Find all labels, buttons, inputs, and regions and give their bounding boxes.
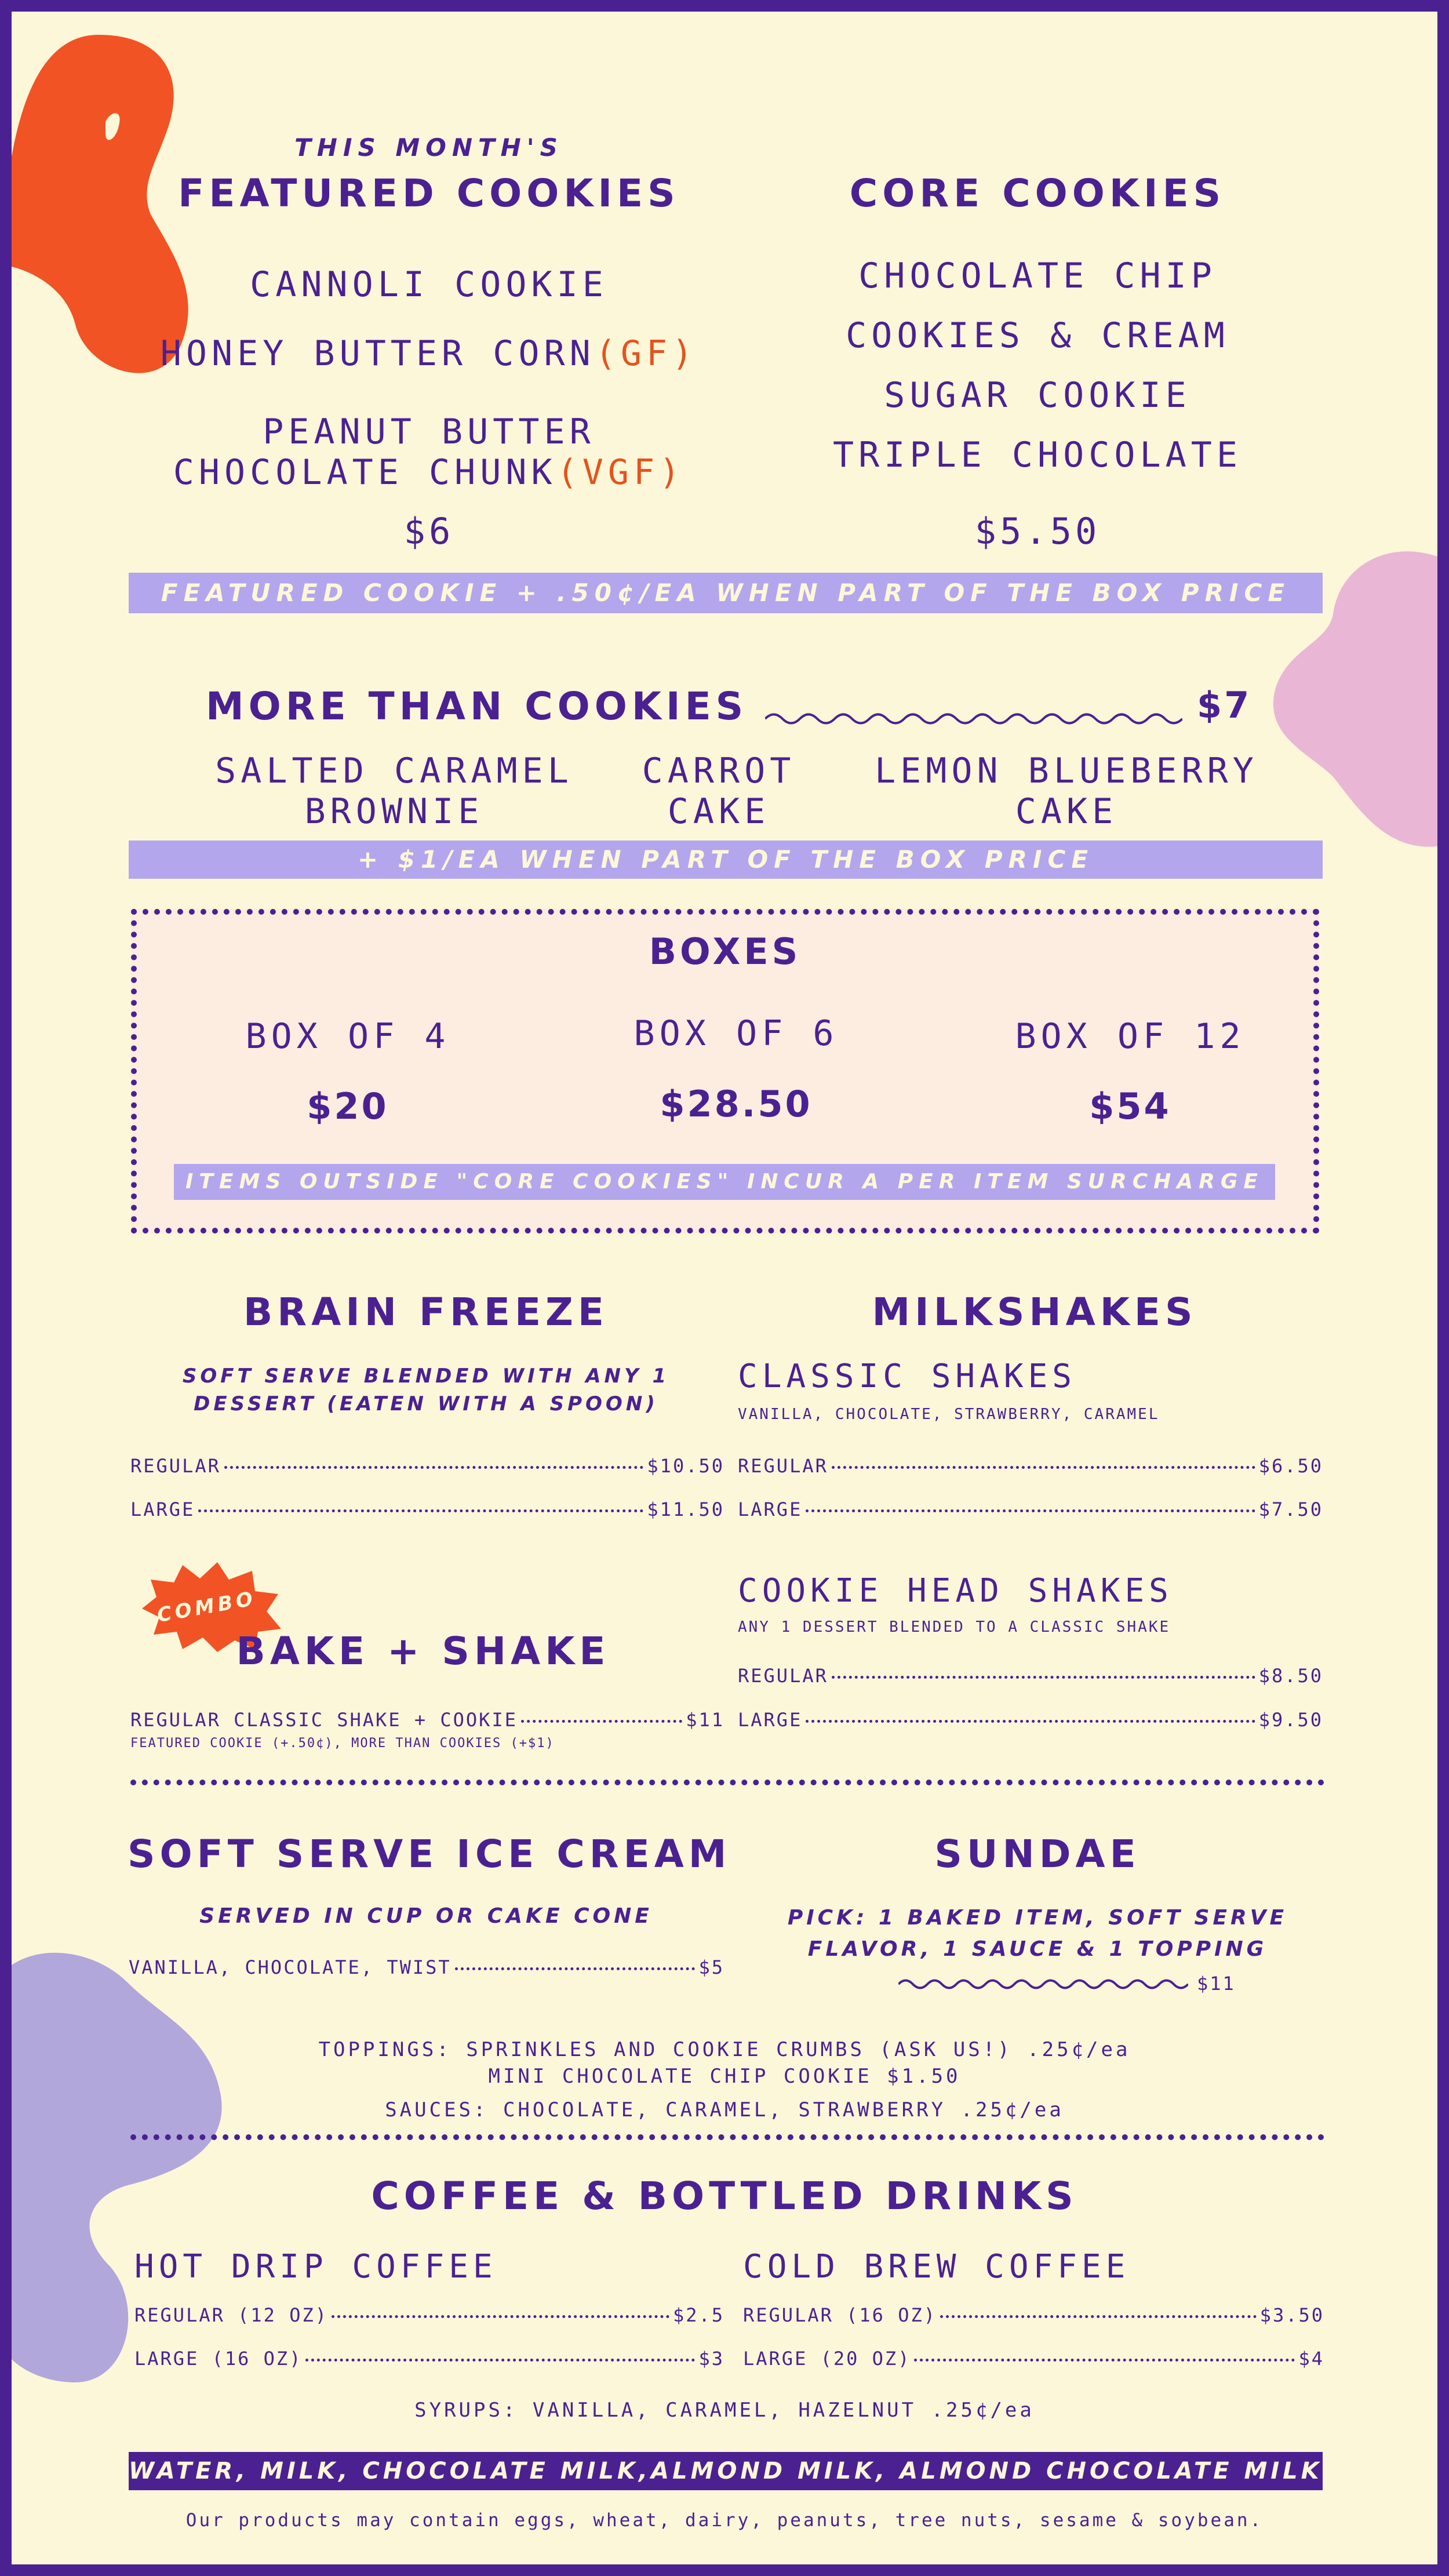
sauces-line: SAUCES: CHOCOLATE, CARAMEL, STRAWBERRY .25¢/ea (385, 2098, 1064, 2122)
more-item-line1: CARROT (642, 751, 796, 791)
combo-surcharge-note: FEATURED COOKIE (+.50¢), MORE THAN COOKIES (+$1) (130, 1736, 555, 1751)
leader-dots (806, 1720, 1255, 1723)
section-divider (130, 2134, 1324, 2140)
size-price: $9.50 (1258, 1709, 1323, 1731)
leader-dots (305, 2359, 695, 2362)
core-item: SUGAR COOKIE (884, 375, 1191, 416)
coffee-title: COFFEE & BOTTLED DRINKS (371, 2174, 1078, 2218)
core-item: TRIPLE CHOCOLATE (833, 435, 1242, 475)
bake-shake-row (130, 1709, 724, 1731)
hot-drip-title: HOT DRIP COFFEE (134, 2248, 497, 2286)
bake-shake-title: BAKE + SHAKE (236, 1629, 610, 1673)
more-price: $7 (1197, 684, 1252, 726)
more-box-surcharge-banner: + $1/EA WHEN PART OF THE BOX PRICE (129, 841, 1323, 879)
soft-serve-flavors: VANILLA, CHOCOLATE, TWIST (129, 1956, 452, 1978)
more-item-line1: LEMON BLUEBERRY (875, 751, 1258, 791)
featured-item-name-line2: CHOCOLATE CHUNK (173, 452, 557, 493)
section-divider (130, 1780, 1324, 1785)
more-item-line2: CAKE (1015, 791, 1118, 832)
leader-dots (224, 1466, 644, 1469)
boxes-title: BOXES (649, 930, 802, 973)
size-label: REGULAR (738, 1455, 828, 1477)
featured-box-surcharge-banner: FEATURED COOKIE + .50¢/EA WHEN PART OF THE BOX PRICE (129, 573, 1323, 613)
classic-shakes-flavors: VANILLA, CHOCOLATE, STRAWBERRY, CARAMEL (738, 1406, 1160, 1423)
size-label: REGULAR (16 OZ) (743, 2304, 937, 2326)
brain-freeze-desc-line2: DESSERT (EATEN WITH A SPOON) (194, 1392, 658, 1416)
featured-item-peanut-butter (128, 412, 730, 493)
classic-regular-row (738, 1455, 1323, 1477)
size-label: LARGE (130, 1498, 195, 1520)
featured-item-name: CANNOLI COOKIE (250, 264, 608, 305)
featured-item-name: HONEY BUTTER CORN (160, 333, 595, 374)
more-item-line2: BROWNIE (304, 791, 484, 832)
brain-freeze-regular-row (130, 1455, 724, 1477)
classic-large-row (738, 1498, 1323, 1520)
leader-dots (940, 2315, 1257, 2318)
featured-item-name-line1: PEANUT BUTTER (263, 412, 595, 452)
mini-cookie-line: MINI CHOCOLATE CHIP COOKIE $1.50 (488, 2065, 961, 2088)
more-item-line2: CAKE (667, 791, 770, 832)
orange-blob-decoration (12, 23, 197, 383)
wavy-leader-decoration (765, 710, 1182, 727)
cookie-head-large-row (738, 1709, 1323, 1731)
lavender-blob-decoration (12, 1942, 232, 2394)
more-item-brownie (191, 751, 597, 832)
cookie-head-shakes-desc: ANY 1 DESSERT BLENDED TO A CLASSIC SHAKE (738, 1618, 1171, 1636)
core-item: CHOCOLATE CHIP (858, 256, 1217, 296)
leader-dots (914, 2359, 1295, 2362)
core-price: $5.50 (974, 510, 1101, 552)
size-label: REGULAR (130, 1455, 221, 1477)
size-label: LARGE (20 OZ) (743, 2348, 911, 2370)
more-item-carrot-cake (609, 751, 829, 832)
brain-freeze-desc (128, 1362, 724, 1418)
hot-large-row (134, 2348, 724, 2370)
sundae-title: SUNDAE (934, 1832, 1141, 1876)
more-title: MORE THAN COOKIES (206, 684, 748, 729)
leader-dots (332, 2315, 669, 2318)
sundae-desc-line2: FLAVOR, 1 SAUCE & 1 TOPPING (807, 1937, 1268, 1961)
box-of-6-label: BOX OF 6 (634, 1013, 839, 1054)
leader-dots (455, 1967, 696, 1970)
soft-serve-desc: SERVED IN CUP OR CAKE CONE (199, 1904, 653, 1928)
size-label: LARGE (738, 1709, 803, 1731)
classic-shakes-title: CLASSIC SHAKES (738, 1358, 1077, 1395)
soft-serve-row (129, 1956, 724, 1978)
hot-regular-row (134, 2304, 724, 2326)
size-label: REGULAR (738, 1665, 828, 1687)
wavy-leader-decoration (898, 1977, 1188, 1992)
milkshakes-title: MILKSHAKES (872, 1290, 1197, 1334)
cold-regular-row (743, 2304, 1324, 2326)
sundae-desc (748, 1902, 1327, 1965)
size-price: $3.50 (1259, 2304, 1324, 2326)
box-of-4-price: $20 (307, 1085, 389, 1127)
leader-dots (832, 1676, 1255, 1679)
size-price: $3 (698, 2348, 724, 2370)
featured-price: $6 (403, 510, 454, 552)
cold-brew-title: COLD BREW COFFEE (743, 2248, 1130, 2286)
brain-freeze-title: BRAIN FREEZE (243, 1290, 609, 1334)
vegan-gluten-free-tag: (VGF) (556, 452, 685, 493)
sundae-price: $11 (1197, 1973, 1236, 1995)
size-price: $6.50 (1258, 1455, 1323, 1477)
bottled-drinks-banner: WATER, MILK, CHOCOLATE MILK,ALMOND MILK, ALMOND CHOCOLATE MILK $3.50 (129, 2452, 1323, 2490)
core-title: CORE COOKIES (849, 171, 1226, 216)
size-label: REGULAR (12 OZ) (134, 2304, 328, 2326)
featured-item-cannoli (128, 264, 730, 305)
core-item: COOKIES & CREAM (846, 315, 1229, 356)
combo-badge-text: COMBO (155, 1587, 258, 1628)
soft-serve-price: $5 (698, 1956, 724, 1978)
featured-item-honey-butter-corn (128, 333, 730, 374)
menu-page (12, 12, 1437, 2564)
brain-freeze-large-row (130, 1498, 724, 1520)
box-of-6-price: $28.50 (660, 1083, 813, 1125)
size-price: $2.5 (672, 2304, 724, 2326)
featured-kicker: THIS MONTH'S (294, 133, 563, 162)
size-label: LARGE (738, 1498, 803, 1520)
core-items-list (777, 246, 1298, 485)
cookie-head-regular-row (738, 1665, 1323, 1687)
soft-serve-title: SOFT SERVE ICE CREAM (128, 1832, 731, 1876)
cold-large-row (743, 2348, 1324, 2370)
gluten-free-tag: (GF) (595, 333, 698, 374)
box-of-12-price: $54 (1089, 1085, 1171, 1127)
box-of-4-label: BOX OF 4 (245, 1016, 450, 1057)
size-price: $11.50 (647, 1498, 724, 1520)
leader-dots (198, 1509, 643, 1512)
combo-label: REGULAR CLASSIC SHAKE + COOKIE (130, 1709, 518, 1731)
toppings-line: TOPPINGS: SPRINKLES AND COOKIE CRUMBS (ASK US!) .25¢/ea (318, 2038, 1131, 2061)
combo-price: $11 (686, 1709, 724, 1731)
leader-dots (521, 1720, 682, 1723)
brain-freeze-desc-line1: SOFT SERVE BLENDED WITH ANY 1 (182, 1365, 670, 1388)
size-label: LARGE (16 OZ) (134, 2348, 303, 2370)
syrups-line: SYRUPS: VANILLA, CARAMEL, HAZELNUT .25¢/ea (414, 2399, 1035, 2422)
size-price: $7.50 (1258, 1498, 1323, 1520)
featured-title: FEATURED COOKIES (178, 171, 680, 216)
boxes-surcharge-note: ITEMS OUTSIDE "CORE COOKIES" INCUR A PER ITEM SURCHARGE (174, 1164, 1275, 1200)
sundae-desc-line1: PICK: 1 BAKED ITEM, SOFT SERVE (787, 1906, 1288, 1930)
more-item-lemon-blueberry (840, 751, 1293, 832)
size-price: $10.50 (647, 1455, 724, 1477)
box-of-12-label: BOX OF 12 (1015, 1016, 1246, 1057)
size-price: $8.50 (1258, 1665, 1323, 1687)
more-item-line1: SALTED CARAMEL (215, 751, 573, 791)
leader-dots (806, 1509, 1255, 1512)
leader-dots (832, 1466, 1255, 1469)
toppings-sauces-block (128, 2036, 1321, 2123)
allergen-notice: Our products may contain eggs, wheat, dairy, peanuts, tree nuts, sesame & soybean. (185, 2510, 1264, 2531)
size-price: $4 (1298, 2348, 1324, 2370)
cookie-head-shakes-title: COOKIE HEAD SHAKES (738, 1572, 1173, 1610)
